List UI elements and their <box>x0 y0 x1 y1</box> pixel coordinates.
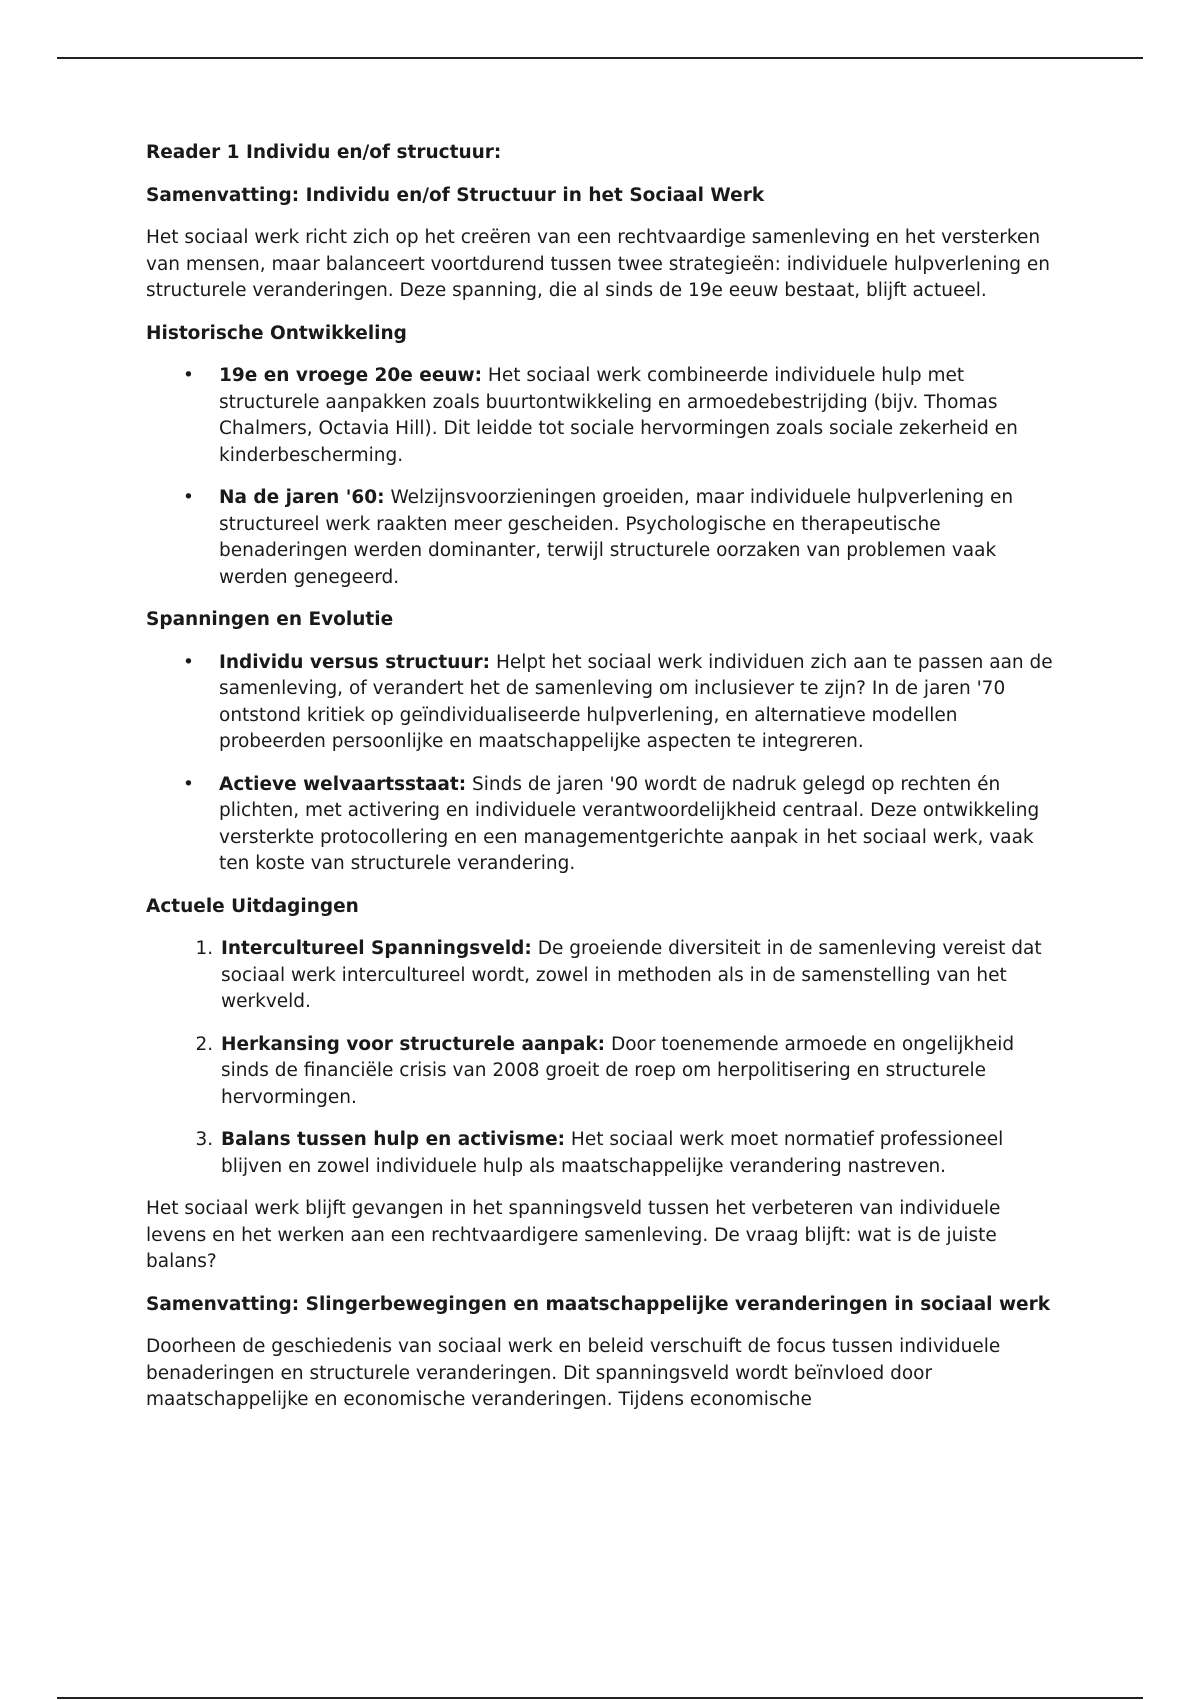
list-item <box>219 772 1066 878</box>
list-item <box>219 1032 1066 1112</box>
header-rule <box>57 57 1143 59</box>
history-list <box>146 363 1066 591</box>
list-item-text: Door toenemende armoede en ongelijkheid sinds de financiële crisis van 2008 groeit de roep om herpolitisering en structurele hervormingen. <box>221 1033 1015 1108</box>
list-item <box>219 1127 1066 1180</box>
tensions-list <box>146 650 1066 878</box>
list-item <box>219 363 1066 469</box>
list-item-text: Het sociaal werk combineerde individuele hulp met structurele aanpakken zoals buurtontwikkeling en armoedebestrijding (bijv. Thomas Chalmers, Octavia Hill). Dit leidde tot sociale hervormingen zoals sociale zekerheid en kinderbescherming. <box>219 365 1018 466</box>
footer-rule <box>57 1697 1143 1699</box>
list-item-text: De groeiende diversiteit in de samenleving vereist dat sociaal werk intercultureel wordt, zowel in methoden als in de samenstelling van het werkveld. <box>221 938 1042 1012</box>
summary-intro-2: Doorheen de geschiedenis van sociaal werk en beleid verschuift de focus tussen individuele benaderingen en structurele veranderingen. Dit spanningsveld wordt beïnvloed door maatschappelijke en economische veranderingen. Tijdens economische <box>146 1336 1001 1410</box>
document-page <box>146 140 1066 1430</box>
list-item <box>219 650 1066 756</box>
summary-conclusion: Het sociaal werk blijft gevangen in het spanningsveld tussen het verbeteren van individuele levens en het werken aan een rechtvaardigere samenleving. De vraag blijft: wat is de juiste balans? <box>146 1198 1001 1272</box>
list-item-text: Sinds de jaren '90 wordt de nadruk gelegd op rechten én plichten, met activering en individuele verantwoordelijkheid centraal. Deze ontwikkeling versterkte protocollering en een managementgerichte aanpak in het sociaal werk, vaak ten koste van structurele verandering. <box>219 773 1040 874</box>
list-item-text: Helpt het sociaal werk individuen zich aan te passen aan de samenleving, of verandert het de samenleving om inclusiever te zijn? In de jaren '70 ontstond kritiek op geïndividualiseerde hulpverlening, en alternatieve modellen probeerden persoonlijke en maatschappelijke aspecten te integreren. <box>219 651 1053 752</box>
summary-intro: Het sociaal werk richt zich op het creëren van een rechtvaardige samenleving en het versterken van mensen, maar balanceert voortdurend tussen twee strategieën: individuele hulpverlening en structurele veranderingen. Deze spanning, die al sinds de 19e eeuw bestaat, blijft actueel. <box>146 227 1050 301</box>
list-item-text: Welzijnsvoorzieningen groeiden, maar individuele hulpverlening en structureel werk raakten meer gescheiden. Psychologische en therapeutische benaderingen werden dominanter, terwijl structurele oorzaken van problemen vaak werden genegeerd. <box>219 487 1014 588</box>
list-item <box>219 936 1066 1016</box>
list-item-label: Intercultureel Spanningsveld: <box>221 938 532 959</box>
list-item-label: Balans tussen hulp en activisme: <box>221 1129 566 1150</box>
challenges-list <box>146 936 1066 1180</box>
section-heading-challenges: Actuele Uitdagingen <box>146 895 359 917</box>
list-item-label: Herkansing voor structurele aanpak: <box>221 1033 606 1055</box>
list-item-label: Actieve welvaartsstaat: <box>219 773 467 795</box>
list-item-label: Na de jaren '60: <box>219 487 385 508</box>
list-item-label: Individu versus structuur: <box>219 651 491 673</box>
summary-heading: Samenvatting: Individu en/of Structuur in het Sociaal Werk <box>146 184 765 206</box>
list-item <box>219 485 1066 591</box>
list-item-text: Het sociaal werk moet normatief professioneel blijven en zowel individuele hulp als maatschappelijke verandering nastreven. <box>221 1129 1004 1177</box>
list-item-label: 19e en vroege 20e eeuw: <box>219 365 483 386</box>
section-heading-tensions: Spanningen en Evolutie <box>146 609 394 630</box>
document-title: Reader 1 Individu en/of structuur: <box>146 142 502 163</box>
summary-heading-2: Samenvatting: Slingerbewegingen en maatschappelijke veranderingen in sociaal werk <box>146 1293 1051 1315</box>
section-heading-history: Historische Ontwikkeling <box>146 322 407 344</box>
